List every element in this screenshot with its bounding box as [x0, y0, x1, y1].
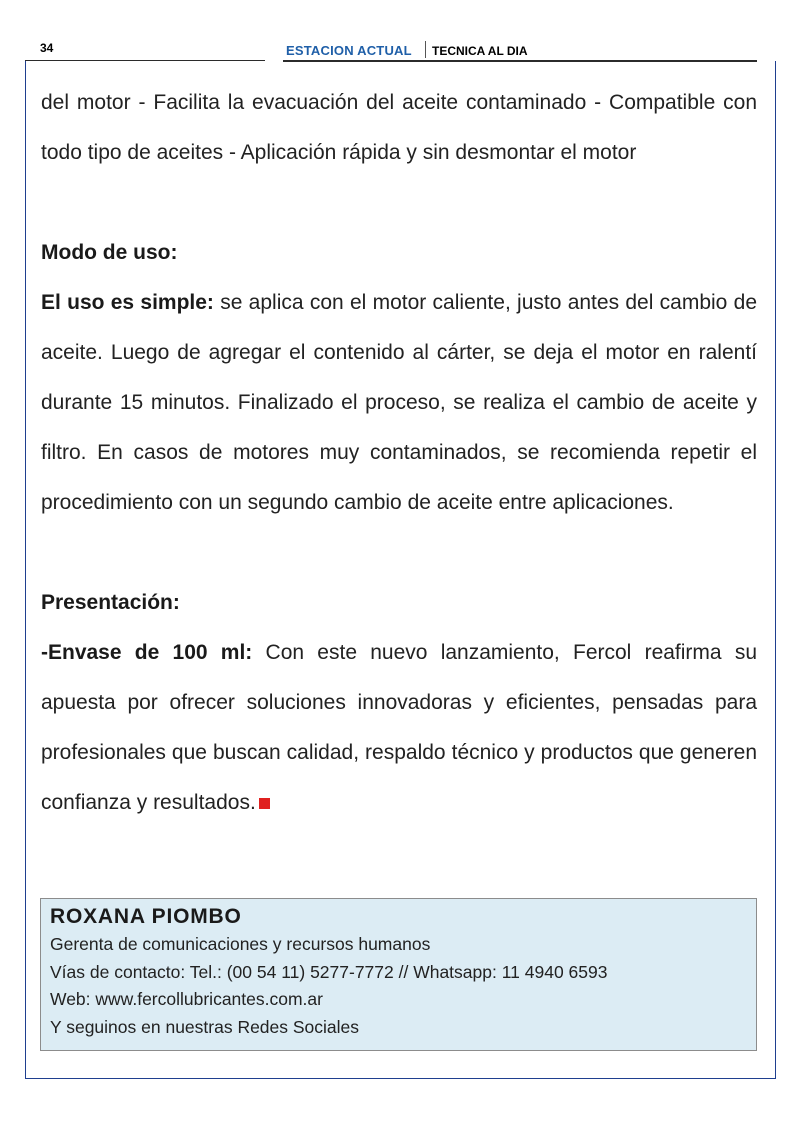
presentation-paragraph [41, 628, 757, 828]
usage-heading: Modo de uso: [41, 241, 178, 264]
paragraph-gap [41, 178, 757, 228]
presentation-heading: Presentación: [41, 591, 180, 614]
contact-name: ROXANA PIOMBO [50, 905, 242, 928]
contact-role: Gerenta de comunicaciones y recursos humanos [50, 934, 431, 954]
usage-text: se aplica con el motor caliente, justo antes del cambio de aceite. Luego de agregar el contenido al cárter, se deja el motor en ralentí durante 15 minutos. Finalizado el proceso, se realiza el cambio de aceite y filtro. En casos de motores muy contaminados, se recomienda repetir el procedimiento con un segundo cambio de aceite entre aplicaciones. [41, 291, 758, 514]
intro-paragraph: del motor - Facilita la evacuación del aceite contaminado - Compatible con todo tipo de aceites - Aplicación rápida y sin desmontar el motor [41, 91, 757, 164]
header-separator [425, 41, 426, 58]
page-number: 34 [40, 41, 54, 55]
presentation-lead: -Envase de 100 ml: [41, 641, 253, 664]
article-body [41, 78, 757, 828]
usage-paragraph [41, 278, 757, 528]
contact-social: Y seguinos en nuestras Redes Sociales [50, 1016, 360, 1037]
presentation-text: Con este nuevo lanzamiento, Fercol reafirma su apuesta por ofrecer soluciones innovadoras y eficientes, pensadas para profesionales que buscan calidad, respaldo técnico y productos que generen confianza y resultados. [41, 641, 758, 814]
header-section-label: ESTACION ACTUAL [286, 43, 412, 58]
usage-lead: El uso es simple: [41, 291, 214, 314]
header-topic-label: TECNICA AL DIA [432, 44, 528, 58]
contact-web: Web: www.fercollubricantes.com.ar [50, 989, 323, 1009]
paragraph-gap [41, 528, 757, 578]
end-of-article-mark [259, 798, 270, 809]
contact-channels: Vías de contacto: Tel.: (00 54 11) 5277-7772 // Whatsapp: 11 4940 6593 [50, 961, 608, 982]
contact-box [40, 898, 757, 1051]
